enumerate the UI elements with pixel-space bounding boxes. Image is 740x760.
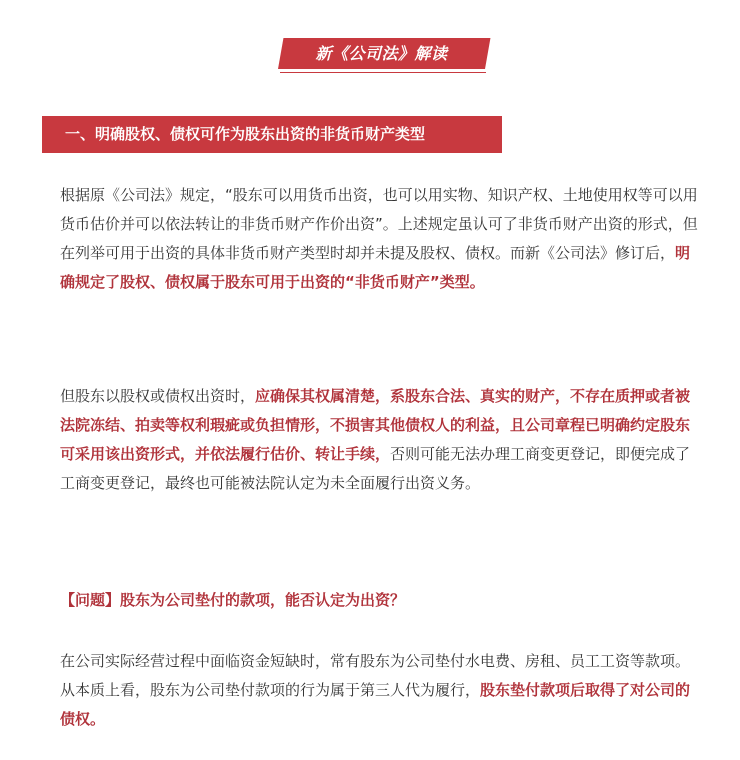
section-heading: 一、明确股权、债权可作为股东出资的非货币财产类型 xyxy=(42,116,502,153)
paragraph-original-law xyxy=(60,181,704,297)
paragraph-highlight: 股东垫付款项后取得了对公司的债权。 xyxy=(60,681,691,728)
paragraph-shareholder-advance xyxy=(60,647,704,734)
paragraph-text: 但股东以股权或债权出资时， xyxy=(60,387,256,405)
paragraph-text: 否则可能无法办理工商变更登记，即便完成了工商变更登记，最终也可能被法院认定为未全面履行出资义务。 xyxy=(60,445,691,492)
question-text: 股东为公司垫付的款项，能否认定为出资？ xyxy=(120,591,406,609)
paragraph-highlight: 明确规定了股权、债权属于股东可用于出资的“非货币财产”类型。 xyxy=(60,244,691,291)
paragraph-text: 根据原《公司法》规定，“股东可以用货币出资，也可以用实物、知识产权、土地使用权等可以用货币估价并可以依法转让的非货币财产作价出资”。上述规定虽认可了非货币财产出资的形式，但在列举可用于出资的具体非货币财产类型时却并未提及股权、债权。而新《公司法》修订后， xyxy=(60,186,698,262)
title-banner-underline xyxy=(280,72,486,73)
paragraph-text: 在公司实际经营过程中面临资金短缺时，常有股东为公司垫付水电费、房租、员工工资等款项。从本质上看，股东为公司垫付款项的行为属于第三人代为履行， xyxy=(60,652,691,699)
paragraph-highlight: 应确保其权属清楚，系股东合法、真实的财产，不存在质押或者被法院冻结、拍卖等权利瑕疵或负担情形，不损害其他债权人的利益，且公司章程已明确约定股东可采用该出资形式，并依法履行估价、转让手续， xyxy=(60,387,691,463)
question-heading xyxy=(60,586,704,615)
question-label: 【问题】 xyxy=(60,591,121,609)
paragraph-equity-debt-conditions xyxy=(60,382,704,498)
page-title: 新《公司法》解读 xyxy=(315,44,448,63)
title-banner xyxy=(278,38,487,74)
